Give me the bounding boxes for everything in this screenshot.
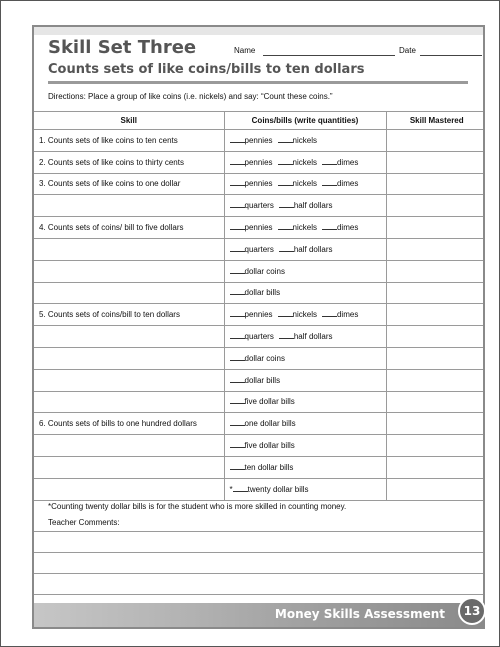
item-label: pennies: [244, 223, 273, 233]
quantity-item: [230, 419, 296, 428]
quantity-item: [230, 463, 294, 472]
item-label: pennies: [244, 310, 273, 320]
table-row: [34, 238, 485, 260]
item-label: ten dollar bills: [244, 462, 294, 472]
comment-line[interactable]: [34, 594, 485, 595]
item-label: one dollar bills: [244, 419, 296, 429]
comment-line[interactable]: [34, 531, 485, 532]
quantity-item: [230, 245, 274, 254]
skill-cell: [34, 435, 224, 457]
quantity-item: [279, 332, 333, 341]
item-label: pennies: [244, 179, 273, 189]
table-row: [34, 173, 485, 195]
table-row: [34, 195, 485, 217]
quantity-item: [322, 223, 358, 232]
quantity-item: [230, 332, 274, 341]
quantity-blank[interactable]: [230, 179, 245, 186]
skill-mastered-cell[interactable]: [386, 435, 485, 457]
table-row: [34, 369, 485, 391]
skill-mastered-cell[interactable]: [386, 217, 485, 239]
skill-mastered-cell[interactable]: [386, 326, 485, 348]
teacher-comments-label: Teacher Comments:: [48, 518, 120, 527]
quantity-blank[interactable]: [230, 419, 245, 426]
table-row: [34, 130, 485, 152]
quantity-item: [230, 310, 273, 319]
quantity-blank[interactable]: [230, 201, 245, 208]
skill-mastered-cell[interactable]: [386, 347, 485, 369]
directions-text: Directions: Place a group of like coins (i.e. nickels) and say: “Count these coins.”: [48, 92, 333, 101]
skill-mastered-cell[interactable]: [386, 456, 485, 478]
name-label: Name: [234, 46, 256, 55]
quantity-item: [230, 441, 295, 450]
page-number-badge: 13: [458, 597, 486, 625]
item-label: nickels: [292, 310, 317, 320]
skill-cell: 2. Counts sets of like coins to thirty cents: [34, 151, 224, 173]
quantity-item: [230, 267, 285, 276]
page-subtitle: Counts sets of like coins/bills to ten dollars: [48, 62, 365, 77]
table-row: [34, 282, 485, 304]
quantity-blank[interactable]: [230, 354, 245, 361]
quantity-item: [230, 397, 295, 406]
quantities-cell: [224, 369, 386, 391]
quantity-blank[interactable]: [278, 179, 293, 186]
quantity-item: [278, 136, 317, 145]
quantity-blank[interactable]: [230, 463, 245, 470]
skill-mastered-cell[interactable]: [386, 391, 485, 413]
item-label: dimes: [336, 157, 359, 167]
quantity-item: [230, 376, 281, 385]
item-label: pennies: [244, 135, 273, 145]
table-row: [34, 413, 485, 435]
item-label: dollar coins: [244, 353, 285, 363]
quantities-cell: [224, 130, 386, 152]
quantities-cell: [224, 260, 386, 282]
panel-top-shade: [34, 27, 483, 35]
quantity-item: [322, 179, 358, 188]
quantity-item: [230, 223, 273, 232]
item-label: twenty dollar bills: [247, 484, 309, 494]
quantity-blank[interactable]: [279, 332, 294, 339]
skill-cell: [34, 478, 224, 500]
skill-mastered-cell[interactable]: [386, 151, 485, 173]
quantity-blank[interactable]: [278, 136, 293, 143]
table-row: [34, 151, 485, 173]
subtitle-rule: [48, 81, 468, 84]
quantities-cell: [224, 326, 386, 348]
item-label: dollar coins: [244, 266, 285, 276]
skill-mastered-cell[interactable]: [386, 369, 485, 391]
table-row: [34, 260, 485, 282]
quantities-cell: [224, 173, 386, 195]
footnote: *Counting twenty dollar bills is for the student who is more skilled in counting money.: [48, 502, 347, 511]
quantity-blank[interactable]: [278, 310, 293, 317]
name-field[interactable]: [263, 55, 395, 56]
skill-cell: [34, 282, 224, 304]
item-label: dimes: [336, 223, 359, 233]
quantity-blank[interactable]: [279, 201, 294, 208]
quantity-blank[interactable]: [230, 136, 245, 143]
asterisk-marker: *: [229, 484, 233, 494]
quantities-cell: [224, 413, 386, 435]
quantities-cell: [224, 282, 386, 304]
quantity-blank[interactable]: [278, 223, 293, 230]
item-label: dimes: [336, 179, 359, 189]
quantities-cell: [224, 304, 386, 326]
quantity-blank[interactable]: [322, 310, 337, 317]
quantity-blank[interactable]: [230, 376, 245, 383]
quantity-item: [230, 354, 285, 363]
item-label: pennies: [244, 157, 273, 167]
quantity-item: [230, 288, 281, 297]
quantities-cell: [224, 217, 386, 239]
item-label: five dollar bills: [244, 397, 295, 407]
quantity-item: [279, 245, 333, 254]
quantity-item: [230, 201, 274, 210]
item-label: quarters: [244, 244, 274, 254]
quantity-item: [278, 310, 317, 319]
skill-mastered-cell[interactable]: [386, 260, 485, 282]
skill-cell: [34, 391, 224, 413]
table-row: [34, 391, 485, 413]
skills-table-body: [34, 130, 485, 501]
quantity-blank[interactable]: [278, 158, 293, 165]
quantity-item: [278, 223, 317, 232]
footer-book-title: Money Skills Assessment: [274, 607, 445, 621]
skill-cell: 5. Counts sets of coins/bill to ten dollars: [34, 304, 224, 326]
quantity-blank[interactable]: [322, 179, 337, 186]
item-label: dollar bills: [244, 288, 281, 298]
quantity-item: [233, 485, 309, 494]
table-row: [34, 435, 485, 457]
header-skill-mastered: Skill Mastered: [386, 112, 485, 130]
table-row: [34, 326, 485, 348]
skill-mastered-cell[interactable]: [386, 130, 485, 152]
quantity-item: [230, 179, 273, 188]
skill-cell: [34, 369, 224, 391]
quantity-item: [230, 158, 273, 167]
quantity-item: [278, 179, 317, 188]
comment-line[interactable]: [34, 573, 485, 574]
table-row: [34, 217, 485, 239]
table-header-row: [34, 112, 485, 130]
skill-mastered-cell[interactable]: [386, 282, 485, 304]
quantities-cell: [224, 435, 386, 457]
quantity-blank[interactable]: [230, 397, 245, 404]
item-label: nickels: [292, 157, 317, 167]
quantity-blank[interactable]: [233, 485, 248, 492]
skills-table: [34, 111, 485, 501]
quantity-blank[interactable]: [322, 223, 337, 230]
quantity-item: [279, 201, 333, 210]
quantity-blank[interactable]: [279, 245, 294, 252]
quantities-cell: [224, 456, 386, 478]
quantity-item: [322, 310, 358, 319]
worksheet-panel: [32, 25, 485, 629]
quantity-blank[interactable]: [230, 332, 245, 339]
item-label: nickels: [292, 135, 317, 145]
quantities-cell: [224, 391, 386, 413]
quantity-item: [322, 158, 358, 167]
quantity-blank[interactable]: [230, 267, 245, 274]
page-title: Skill Set Three: [48, 37, 197, 58]
quantity-blank[interactable]: [230, 245, 245, 252]
item-label: dimes: [336, 310, 359, 320]
quantities-cell: [224, 195, 386, 217]
quantity-blank[interactable]: [230, 310, 245, 317]
skill-cell: [34, 456, 224, 478]
quantities-cell: [224, 347, 386, 369]
skill-cell: [34, 195, 224, 217]
item-label: nickels: [292, 223, 317, 233]
item-label: quarters: [244, 201, 274, 211]
header-coins-bills: Coins/bills (write quantities): [224, 112, 386, 130]
date-field[interactable]: [420, 55, 482, 56]
table-row: [34, 456, 485, 478]
header-skill: Skill: [34, 112, 224, 130]
quantity-blank[interactable]: [230, 288, 245, 295]
quantity-blank[interactable]: [230, 223, 245, 230]
skill-cell: [34, 238, 224, 260]
quantity-blank[interactable]: [230, 158, 245, 165]
skill-mastered-cell[interactable]: [386, 413, 485, 435]
date-label: Date: [399, 46, 416, 55]
skill-mastered-cell[interactable]: [386, 304, 485, 326]
quantity-blank[interactable]: [322, 158, 337, 165]
item-label: nickels: [292, 179, 317, 189]
skill-cell: 3. Counts sets of like coins to one dollar: [34, 173, 224, 195]
quantities-cell: [224, 238, 386, 260]
item-label: five dollar bills: [244, 441, 295, 451]
table-row: [34, 478, 485, 500]
table-row: [34, 347, 485, 369]
item-label: dollar bills: [244, 375, 281, 385]
skill-mastered-cell[interactable]: [386, 173, 485, 195]
skill-mastered-cell[interactable]: [386, 238, 485, 260]
item-label: half dollars: [293, 201, 333, 211]
skill-cell: [34, 326, 224, 348]
quantities-cell: [224, 478, 386, 500]
item-label: half dollars: [293, 244, 333, 254]
skill-cell: 1. Counts sets of like coins to ten cents: [34, 130, 224, 152]
footer-bar: [34, 603, 483, 627]
skill-mastered-cell[interactable]: [386, 195, 485, 217]
quantity-blank[interactable]: [230, 441, 245, 448]
quantity-item: [278, 158, 317, 167]
skill-cell: 4. Counts sets of coins/ bill to five dollars: [34, 217, 224, 239]
item-label: half dollars: [293, 332, 333, 342]
quantities-cell: [224, 151, 386, 173]
table-row: [34, 304, 485, 326]
skill-cell: [34, 347, 224, 369]
skill-cell: [34, 260, 224, 282]
comment-line[interactable]: [34, 552, 485, 553]
skill-mastered-cell[interactable]: [386, 478, 485, 500]
quantity-item: [230, 136, 273, 145]
skill-cell: 6. Counts sets of bills to one hundred dollars: [34, 413, 224, 435]
item-label: quarters: [244, 332, 274, 342]
